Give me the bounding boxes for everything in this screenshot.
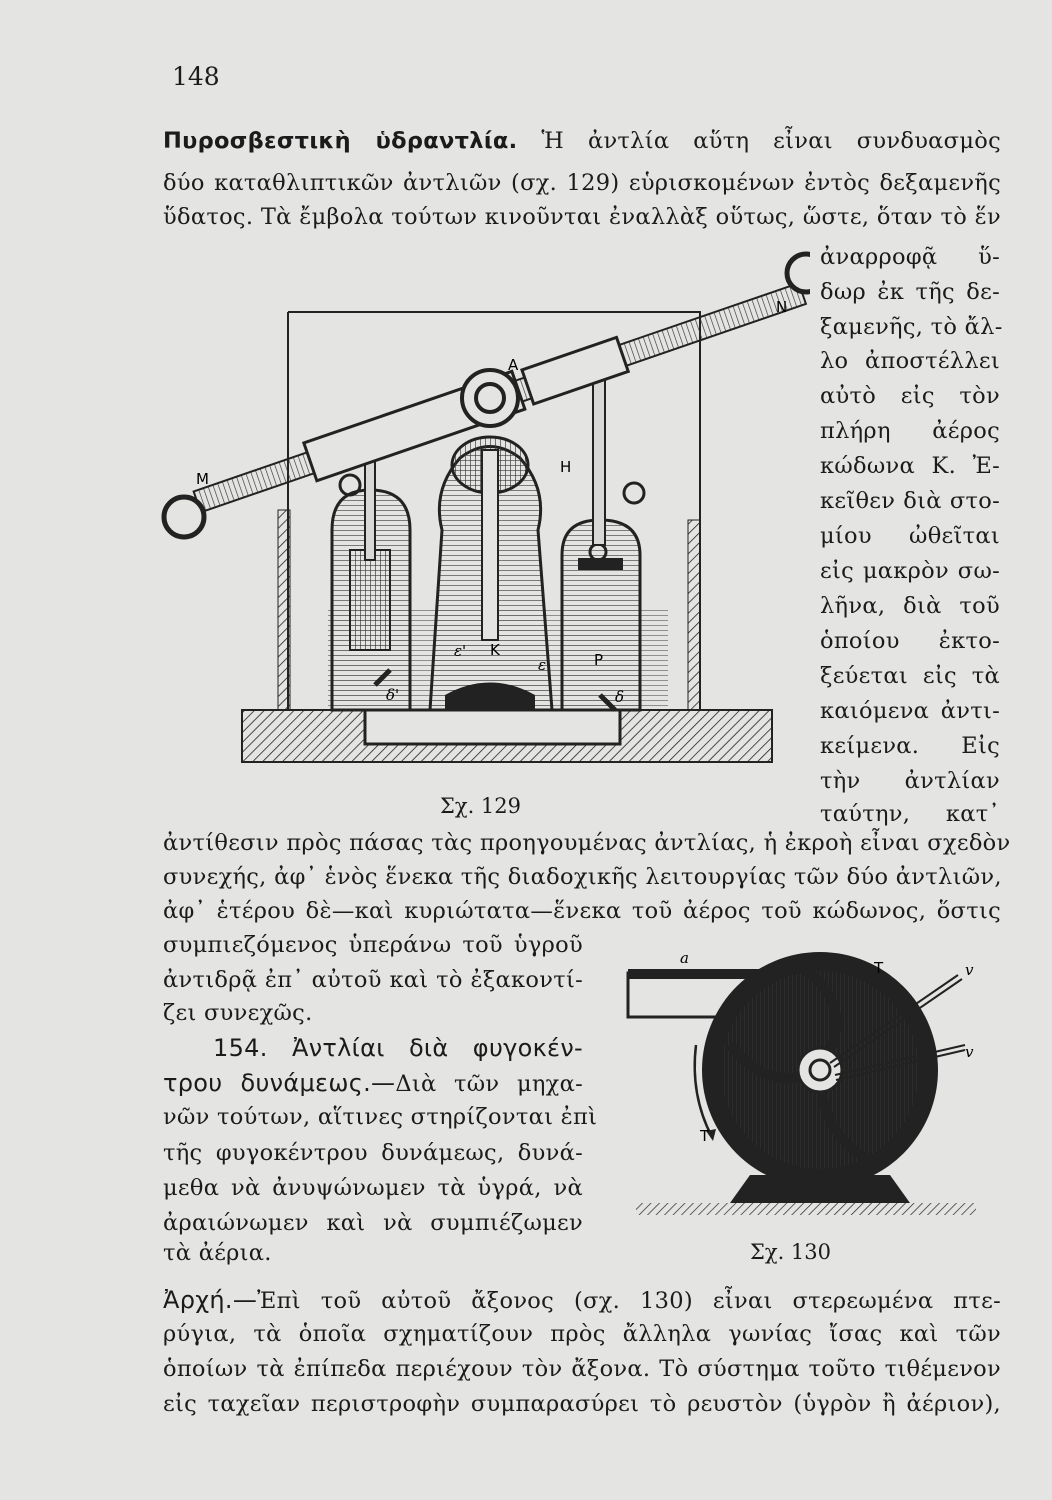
section-154-line2-rest: Διὰ τῶν μηχα- (395, 1071, 583, 1097)
wrap-right-line: κεῖθεν διὰ στο- (820, 488, 1000, 514)
wrap-right-line: λῆνα, διὰ τοῦ (820, 593, 1000, 619)
arxi-line: ρύγια, τὰ ὁποῖα σχηματίζουν πρὸς ἄλληλα γωνίας ἴσας καὶ τῶν (163, 1321, 1001, 1347)
section-153-line1-rest: Ἡ ἀντλία αὕτη εἶναι συνδυασμὸς (541, 128, 1002, 154)
label-epsilon: ε (538, 656, 547, 674)
figure-129-fire-pump-diagram (160, 240, 810, 780)
figure-130-centrifugal-pump-diagram (620, 945, 1000, 1235)
wrap-right-line: μίου ὠθεῖται (820, 523, 1000, 549)
wrap-right-line: δωρ ἐκ τῆς δε- (820, 279, 1000, 305)
section-154-heading-line2: τρου δυνάμεως.— (163, 1069, 396, 1097)
full-line: ἀντίθεσιν πρὸς πάσας τὰς προηγουμένας ἀντλίας, ἡ ἐκροὴ εἶναι σχεδὸν (163, 830, 1011, 856)
wrap-right-line: ὁποίου ἐκτο- (820, 628, 1000, 654)
section-154-heading-line1: 154. Ἀντλίαι διὰ φυγοκέν- (213, 1034, 583, 1062)
arxi-line1-rest: Ἐπὶ τοῦ αὐτοῦ ἄξονος (σχ. 130) εἶναι στερεωμένα πτε- (257, 1288, 1001, 1314)
section-154-line: τὰ ἀέρια. (163, 1240, 272, 1266)
label-P: P (594, 651, 604, 669)
arxi-line: ὁποίων τὰ ἐπίπεδα περιέχουν τὸν ἄξονα. Τὸ σύστημα τοῦτο τιθέμενον (163, 1356, 1001, 1382)
section-154-line: νῶν τούτων, αἵτινες στηρίζονται ἐπὶ (163, 1104, 598, 1130)
label-v2: v (965, 1043, 974, 1061)
full-line: συνεχής, ἀφ᾽ ἑνὸς ἕνεκα τῆς διαδοχικῆς λειτουργίας τῶν δύο ἀντλιῶν, (163, 864, 1002, 890)
section-153-line2: δύο καταθλιπτικῶν ἀντλιῶν (σχ. 129) εὑρισκομένων ἐντὸς δεξαμενῆς (163, 170, 1001, 196)
arxi-line: εἰς ταχεῖαν περιστροφὴν συμπαρασύρει τὸ ρευστὸν (ὑγρὸν ἢ ἀέριον), (163, 1391, 1001, 1417)
wrap-right-line: λο ἀποστέλλει (820, 348, 1000, 374)
wrap-left-line: ἀντιδρᾷ ἐπ᾽ αὐτοῦ καὶ τὸ ἐξακοντί- (163, 967, 583, 993)
label-epsilon-prime: ε' (454, 642, 467, 660)
label-a: a (680, 949, 689, 967)
label-M: M (196, 470, 209, 488)
section-154-heading-line2-wrapper (163, 1071, 583, 1096)
section-154-line: ἀραιώνωμεν καὶ νὰ συμπιέζωμεν (163, 1210, 583, 1236)
section-153-heading: Πυροσβεστικὴ ὑδραντλία. (163, 128, 518, 154)
label-H: H (560, 458, 572, 476)
figure-129-caption: Σχ. 129 (440, 794, 522, 818)
label-A: A (508, 356, 519, 374)
label-delta: δ (615, 688, 625, 706)
wrap-left-line: ζει συνεχῶς. (163, 1000, 313, 1026)
wrap-right-line: πλήρη ἀέρος (820, 418, 1000, 444)
page-number: 148 (172, 62, 220, 91)
label-T-top: T (874, 959, 884, 977)
arxi-label: Ἀρχή.— (163, 1286, 258, 1314)
wrap-right-line: κώδωνα Κ. Ἐ- (820, 453, 1000, 479)
wrap-right-line: εἰς μακρὸν σω- (820, 558, 1000, 584)
label-N: N (776, 298, 788, 316)
wrap-right-line: τὴν ἀντλίαν (820, 768, 1000, 794)
full-line: ἀφ᾽ ἑτέρου δὲ—καὶ κυριώτατα—ἕνεκα τοῦ ἀέρος τοῦ κώδωνος, ὅστις (163, 898, 1001, 924)
wrap-right-line: αὐτὸ εἰς τὸν (820, 383, 1000, 409)
label-K: K (490, 641, 500, 659)
wrap-right-line: ξεύεται εἰς τὰ (820, 663, 1000, 689)
section-153-first-line (163, 130, 1001, 153)
figure-130-caption: Σχ. 130 (750, 1240, 832, 1264)
wrap-right-line: κείμενα. Εἰς (820, 733, 1000, 759)
label-delta-prime: δ' (386, 686, 400, 704)
section-154-line: μεθα νὰ ἀνυψώνωμεν τὰ ὑγρά, νὰ (163, 1175, 583, 1201)
label-v1: v (965, 961, 974, 979)
wrap-right-line: ξαμενῆς, τὸ ἄλ- (820, 314, 1003, 340)
wrap-left-line: συμπιεζόμενος ὑπεράνω τοῦ ὑγροῦ (163, 932, 583, 958)
wrap-right-line: ἀναρροφᾷ ὕ- (820, 244, 1000, 270)
section-154-line: τῆς φυγοκέντρου δυνάμεως, δυνά- (163, 1140, 583, 1166)
wrap-right-line: ταύτην, κατ᾽ (820, 801, 1000, 827)
label-T-bottom: T (700, 1127, 710, 1145)
wrap-right-line: καιόμενα ἀντι- (820, 698, 1000, 724)
arxi-first-line (163, 1288, 1001, 1313)
section-153-line3: ὕδατος. Τὰ ἔμβολα τούτων κινοῦνται ἐναλλὰξ οὕτως, ὥστε, ὅταν τὸ ἕν (163, 204, 1001, 230)
